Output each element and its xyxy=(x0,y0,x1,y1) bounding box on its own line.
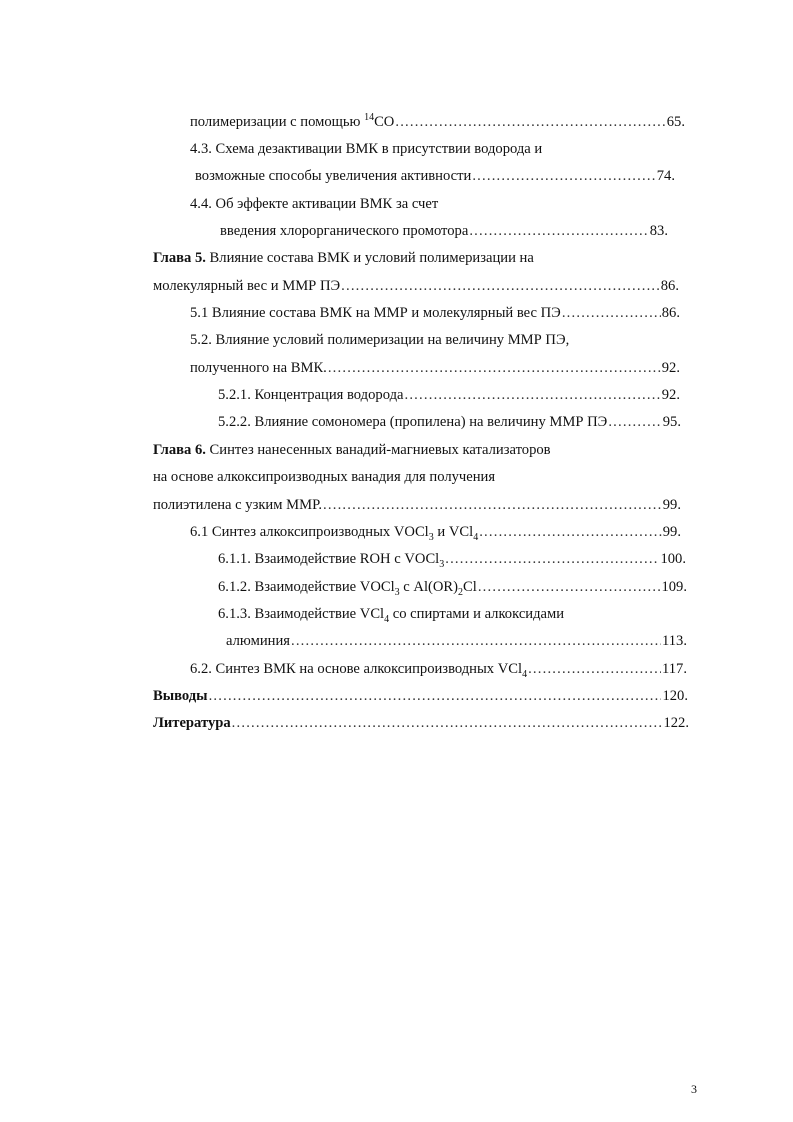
toc-leader-dots xyxy=(209,687,662,705)
toc-page-number: 95. xyxy=(662,414,681,430)
toc-entry-title: 4.4. Об эффекте активации ВМК за счет xyxy=(190,196,439,212)
toc-entry-title: 6.1.3. Взаимодействие VCl$_4$ со спиртами и алкоксидами xyxy=(218,606,565,625)
chapter-label: Глава 5. xyxy=(153,250,206,266)
toc-leader-dots xyxy=(341,277,660,295)
toc-entry xyxy=(153,277,679,295)
toc-page-number: 100. xyxy=(660,551,686,567)
toc-entry-title: 5.2. Влияние условий полимеризации на величину ММР ПЭ, xyxy=(190,332,570,348)
toc-page-number: 109. xyxy=(661,579,687,595)
toc-entry xyxy=(218,605,564,623)
toc-entry-title: 6.2. Синтез ВМК на основе алкоксипроизводных VCl$_4$ xyxy=(190,661,528,680)
toc-entry-title: 4.3. Схема дезактивации ВМК в присутствии водорода и xyxy=(190,141,543,157)
page-number: 3 xyxy=(691,1082,697,1096)
toc-leader-dots xyxy=(608,413,661,431)
toc-page-number: 120. xyxy=(662,688,688,704)
toc-entry-title: молекулярный вес и ММР ПЭ xyxy=(153,278,341,294)
toc-page-number: 117. xyxy=(662,661,687,677)
toc-entry xyxy=(153,496,681,514)
toc-entry xyxy=(226,632,687,650)
toc-entry-title: Синтез нанесенных ванадий-магниевых катализаторов xyxy=(205,442,551,458)
toc-leader-dots xyxy=(478,578,661,596)
toc-entry-title: Выводы xyxy=(153,688,208,704)
toc-entry-title: Влияние состава ВМК и условий полимеризации на xyxy=(205,250,534,266)
toc-chapter-heading xyxy=(153,441,551,459)
toc-page-number: 86. xyxy=(660,278,679,294)
toc-page-number: 86. xyxy=(661,305,680,321)
toc-entry-title: 6.1.2. Взаимодействие VOCl$_3$ с $Al(OR)_2Cl$ xyxy=(218,579,477,598)
toc-leader-dots xyxy=(472,167,655,185)
toc-entry xyxy=(153,714,689,732)
toc-entry xyxy=(195,167,675,185)
toc-entry xyxy=(190,660,687,678)
toc-page-number: 65. xyxy=(666,114,685,130)
toc-entry-title: введения хлорорганического промотора xyxy=(220,223,469,239)
toc-page-number: 99. xyxy=(662,524,681,540)
toc-entry-title: 5.1 Влияние состава ВМК на ММР и молекулярный вес ПЭ xyxy=(190,305,561,321)
toc-leader-dots xyxy=(291,632,661,650)
toc-entry xyxy=(220,222,668,240)
toc-entry xyxy=(190,331,569,349)
toc-leader-dots xyxy=(328,359,661,377)
toc-entry xyxy=(190,140,542,158)
toc-entry-title: 5.2.2. Влияние сомономера (пропилена) на величину ММР ПЭ xyxy=(218,414,608,430)
toc-entry xyxy=(218,550,686,568)
toc-entry-title: 6.1.1. Взаимодействие ROH с VOCl$_3$ xyxy=(218,551,445,570)
toc-page-number: 99. xyxy=(662,497,681,513)
toc-leader-dots xyxy=(479,523,662,541)
toc-entry xyxy=(190,195,438,213)
toc-leader-dots xyxy=(404,386,660,404)
toc-entry xyxy=(153,468,495,486)
toc-leader-dots xyxy=(395,113,665,131)
toc-entry xyxy=(218,578,687,596)
toc-entry-title: на основе алкоксипроизводных ванадия для получения xyxy=(153,469,496,485)
toc-entry xyxy=(190,359,680,377)
toc-entry-title: алюминия xyxy=(226,633,290,649)
toc-leader-dots xyxy=(528,660,661,678)
toc-entry-title: полиэтилена с узким ММР. xyxy=(153,497,323,513)
toc-leader-dots xyxy=(445,550,659,568)
toc-chapter-heading xyxy=(153,249,534,267)
toc-entry-title: возможные способы увеличения активности xyxy=(195,168,472,184)
toc-entry xyxy=(153,687,688,705)
toc-page-number: 113. xyxy=(662,633,687,649)
toc-entry xyxy=(218,413,681,431)
chapter-label: Глава 6. xyxy=(153,442,206,458)
toc-entry xyxy=(190,523,681,541)
toc-page-number: 122. xyxy=(663,715,689,731)
toc-leader-dots xyxy=(562,304,661,322)
toc-page-number: 92. xyxy=(661,360,680,376)
toc-entry xyxy=(218,386,680,404)
toc-page-number: 74. xyxy=(656,168,675,184)
toc-entry-title: 6.1 Синтез алкоксипроизводных VOCl$_3$ и VCl$_4$ xyxy=(190,524,479,543)
toc-page-number: 83. xyxy=(649,223,668,239)
toc-entry-title: полимеризации с помощью $^{14}$СО xyxy=(190,112,395,130)
toc-entry-title: 5.2.1. Концентрация водорода xyxy=(218,387,404,403)
toc-leader-dots xyxy=(232,714,663,732)
toc-entry-title: Литература xyxy=(153,715,231,731)
toc-leader-dots xyxy=(469,222,648,240)
toc-entry xyxy=(190,304,680,322)
toc-entry xyxy=(190,113,685,131)
toc-entry-title: полученного на ВМК. xyxy=(190,360,327,376)
toc-leader-dots xyxy=(323,496,662,514)
toc-page-number: 92. xyxy=(661,387,680,403)
